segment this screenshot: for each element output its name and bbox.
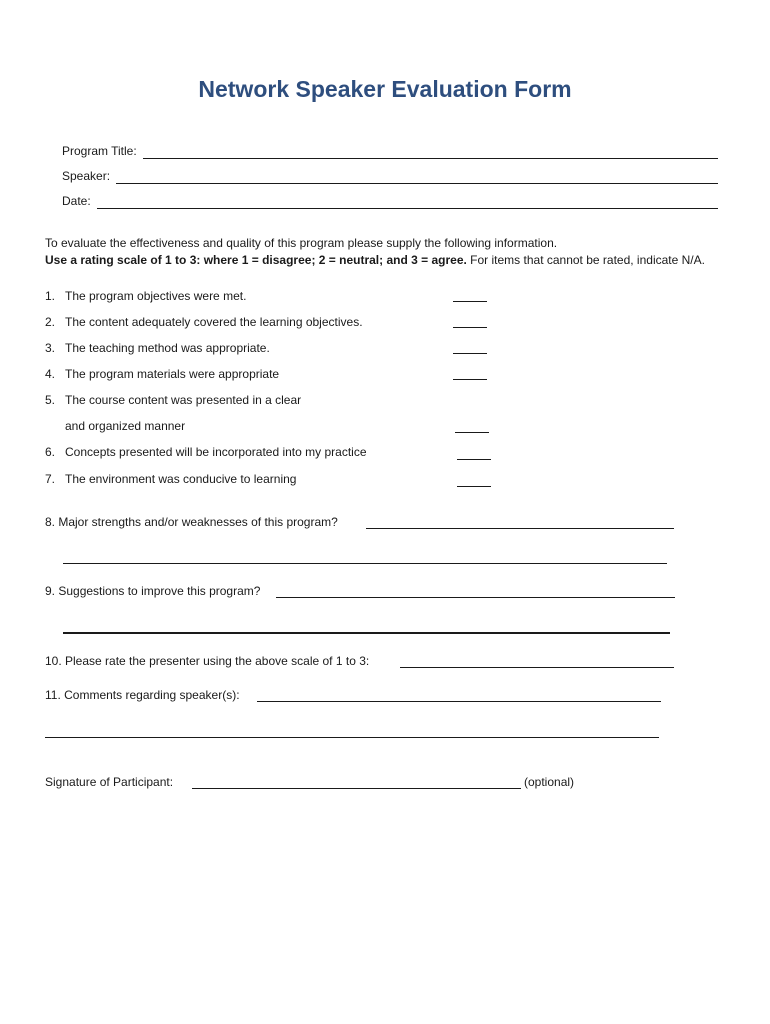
rating-blank-3[interactable] [453, 352, 487, 354]
item-number: 3. [45, 341, 56, 355]
item-number: 2. [45, 315, 56, 329]
rating-item-4 [45, 366, 279, 382]
instructions [45, 235, 735, 269]
date-line[interactable] [97, 196, 718, 209]
program-title-label: Program Title: [62, 144, 137, 158]
question-8: 8. Major strengths and/or weaknesses of this program? [45, 515, 338, 529]
rating-blank-6[interactable] [457, 458, 491, 460]
answer-line-8b[interactable] [63, 562, 667, 564]
answer-line-11a[interactable] [257, 700, 661, 702]
rating-blank-4[interactable] [453, 378, 487, 380]
item-number: 7. [45, 472, 56, 486]
item-number: 1. [45, 289, 56, 303]
item-text: The teaching method was appropriate. [65, 341, 270, 355]
question-10: 10. Please rate the presenter using the above scale of 1 to 3: [45, 654, 370, 668]
rating-item-1 [45, 288, 246, 304]
answer-line-9a[interactable] [276, 596, 675, 598]
item-text: The content adequately covered the learning objectives. [65, 315, 363, 329]
instructions-line-1: To evaluate the effectiveness and quality of this program please supply the following information. [45, 236, 558, 250]
date-field[interactable] [62, 193, 718, 209]
rating-blank-2[interactable] [453, 326, 487, 328]
item-text: and organized manner [65, 419, 186, 433]
item-text: The program materials were appropriate [65, 367, 280, 381]
form-title: Network Speaker Evaluation Form [198, 76, 572, 102]
item-text: The environment was conducive to learning [65, 472, 297, 486]
rating-blank-7[interactable] [457, 485, 491, 487]
na-instruction: For items that cannot be rated, indicate N/A. [466, 253, 705, 267]
question-9: 9. Suggestions to improve this program? [45, 584, 261, 598]
rating-scale-text: Use a rating scale of 1 to 3: where 1 = disagree; 2 = neutral; and 3 = agree. [45, 253, 467, 267]
item-number: 5. [45, 393, 56, 407]
rating-item-2 [45, 314, 363, 330]
signature-line[interactable] [192, 787, 521, 789]
question-11: 11. Comments regarding speaker(s): [45, 688, 240, 702]
rating-item-6 [45, 444, 367, 460]
item-number: 4. [45, 367, 56, 381]
speaker-field[interactable] [62, 168, 718, 184]
speaker-line[interactable] [116, 171, 718, 184]
answer-line-10[interactable] [400, 666, 674, 668]
signature-optional-note: (optional) [524, 775, 575, 789]
rating-item-7 [45, 471, 296, 487]
rating-item-3 [45, 340, 270, 356]
answer-line-11b[interactable] [45, 736, 659, 738]
item-text: The program objectives were met. [65, 289, 247, 303]
program-title-field[interactable] [62, 143, 718, 159]
rating-blank-1[interactable] [453, 300, 487, 302]
rating-blank-5[interactable] [455, 431, 489, 433]
item-text: The course content was presented in a clear [65, 393, 302, 407]
item-text: Concepts presented will be incorporated into my practice [65, 445, 367, 459]
answer-line-9b[interactable] [63, 631, 670, 634]
date-label: Date: [62, 194, 91, 208]
rating-item-5-continued [45, 418, 185, 434]
speaker-label: Speaker: [62, 169, 111, 183]
rating-item-5 [45, 392, 301, 408]
item-number: 6. [45, 445, 56, 459]
answer-line-8a[interactable] [366, 527, 674, 529]
signature-label: Signature of Participant: [45, 775, 174, 789]
instructions-line-2 [45, 252, 735, 269]
program-title-line[interactable] [143, 146, 718, 159]
